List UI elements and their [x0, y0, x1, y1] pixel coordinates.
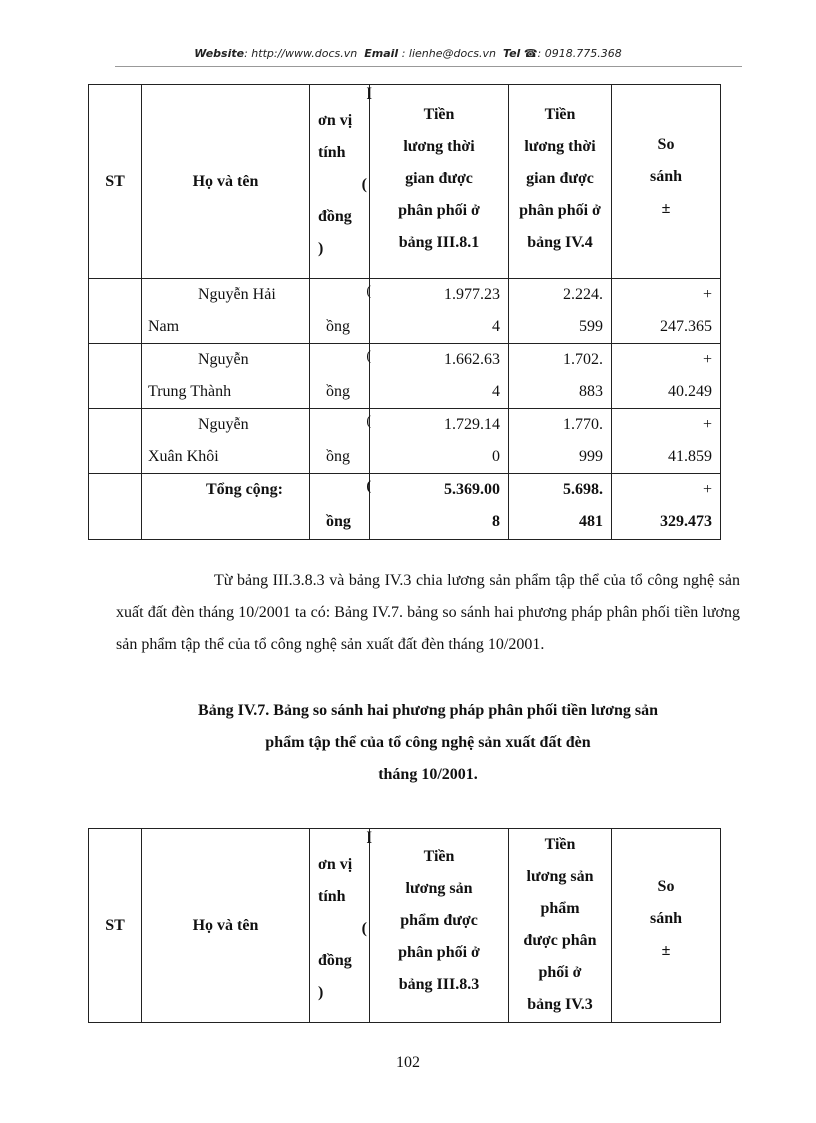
body-paragraph: Từ bảng III.3.8.3 và bảng IV.3 chia lương sản phẩm tập thể của tổ công nghệ sản xuất đất đèn tháng 10/2001 ta có: Bảng IV.7. bảng so sánh hai phương pháp phân phối tiền lương sản phẩm tập thể của tổ công nghệ sản xuất đất đèn tháng 10/2001.: [116, 572, 740, 653]
phone-icon: ☎: [523, 47, 538, 60]
salary-comparison-table-2: [88, 828, 721, 1023]
email-value: : lienhe@docs.vn: [401, 47, 496, 60]
header-col5: So sánh ±: [612, 829, 721, 1023]
header-col5: So sánh ±: [612, 85, 721, 279]
header-unit: ꟾ ơn vị tính ( đồng ): [310, 829, 370, 1023]
table-title: Bảng IV.7. Bảng so sánh hai phương pháp phân phối tiền lương sản phẩm tập thể của tổ công nghệ sản xuất đất đèn tháng 10/2001.: [198, 702, 658, 783]
header-name: Họ và tên: [142, 829, 310, 1023]
table-row: Nguyễn Trung Thành ( ồng 1.662.63 4 1.702. 883 + 40.249: [89, 344, 721, 409]
website-value: : http://www.docs.vn: [244, 47, 358, 60]
email-label: Email: [364, 47, 399, 60]
header-unit: ꟾ ơn vị tính ( đồng ): [310, 85, 370, 279]
total-row: Tổng cộng: ( ồng 5.369.00 8 5.698. 481 + 329.473: [89, 474, 721, 540]
table-header-row: [89, 829, 721, 1023]
header-col4: Tiền lương sản phẩm được phân phối ở bảng IV.3: [509, 829, 612, 1023]
salary-comparison-table-1: [88, 84, 721, 540]
website-label: Website: [194, 47, 245, 60]
header-stt: ST: [89, 85, 142, 279]
tel-value: : 0918.775.368: [537, 47, 622, 60]
page-header: [0, 47, 816, 60]
header-col3: Tiền lương sản phẩm được phân phối ở bảng III.8.3: [370, 829, 509, 1023]
page-number: 102: [396, 1054, 420, 1071]
header-stt: ST: [89, 829, 142, 1023]
tel-label: Tel: [502, 47, 521, 60]
header-col4: Tiền lương thời gian được phân phối ở bảng IV.4: [509, 85, 612, 279]
header-col3: Tiền lương thời gian được phân phối ở bảng III.8.1: [370, 85, 509, 279]
header-name: Họ và tên: [142, 85, 310, 279]
table-row: Nguyễn Xuân Khôi ( ồng 1.729.14 0 1.770. 999 + 41.859: [89, 409, 721, 474]
header-divider: [115, 66, 742, 67]
table-row: Nguyễn Hải Nam ( ồng 1.977.23 4 2.224. 599 + 247.365: [89, 279, 721, 344]
table-header-row: [89, 85, 721, 279]
